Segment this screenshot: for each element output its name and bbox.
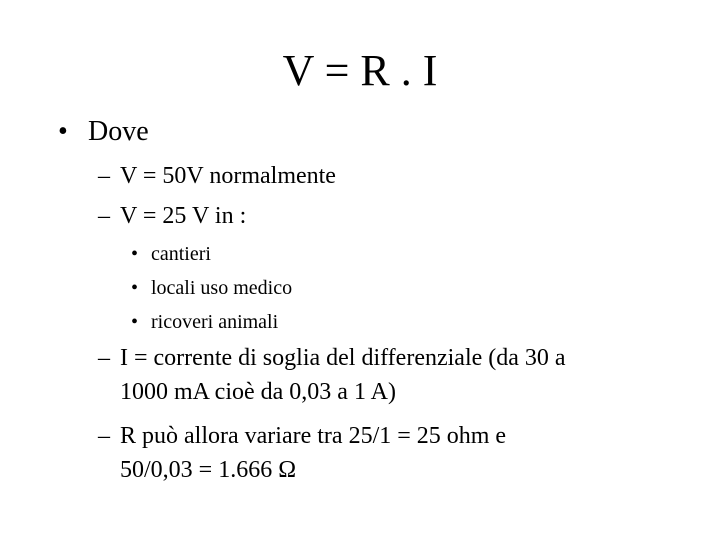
bullet-marker: •	[131, 277, 139, 299]
bullet-marker: •	[58, 116, 68, 147]
sub-list-item-text: cantieri	[151, 243, 211, 265]
dash-marker: –	[98, 345, 110, 371]
dash-marker: –	[98, 163, 110, 189]
list-item	[0, 344, 720, 408]
list-item	[0, 202, 720, 230]
sub-list-item	[0, 310, 720, 334]
bullet-marker: •	[131, 311, 139, 333]
slide-title: V = R . I	[282, 46, 438, 95]
sub-list-item-text: ricoveri animali	[151, 311, 279, 333]
sub-list-item	[0, 276, 720, 300]
bullet-text: Dove	[88, 116, 149, 147]
list-item-text: V = 50V normalmente	[120, 163, 336, 189]
bullet-marker: •	[131, 243, 139, 265]
list-item	[0, 162, 720, 190]
sub-list-item	[0, 242, 720, 266]
dash-marker: –	[98, 423, 110, 449]
dash-marker: –	[98, 203, 110, 229]
bullet-dove	[0, 116, 720, 148]
list-item-text-line1: R può allora variare tra 25/1 = 25 ohm e	[120, 423, 507, 449]
list-item-text-line2: 1000 mA cioè da 0,03 a 1 A)	[120, 379, 396, 405]
list-item	[0, 422, 720, 486]
sub-list-item-text: locali uso medico	[151, 277, 293, 299]
list-item-text-line2: 50/0,03 = 1.666 Ω	[120, 457, 297, 483]
list-item-text: V = 25 V in :	[120, 203, 247, 229]
list-item-text-line1: I = corrente di soglia del differenziale (da 30 a	[120, 345, 566, 371]
